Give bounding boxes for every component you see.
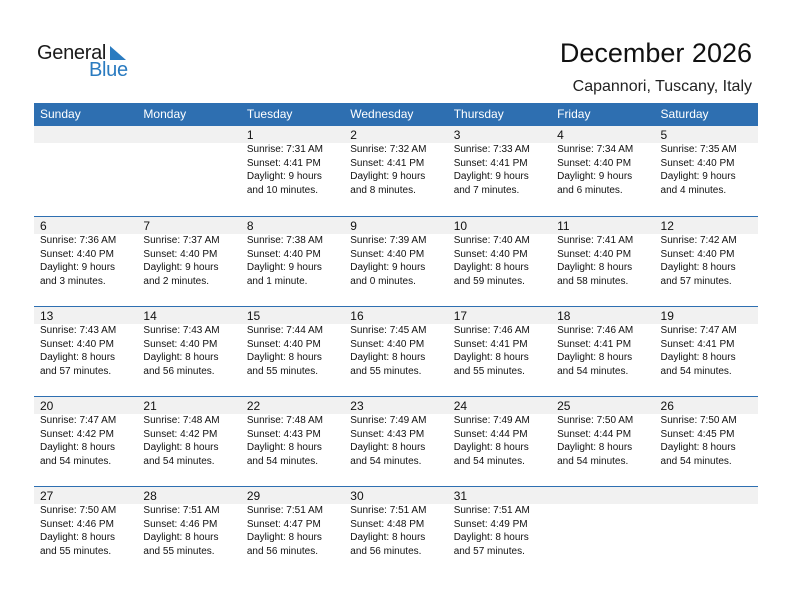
daylight-minutes-text: and 8 minutes.	[350, 184, 416, 196]
daylight-minutes-text: and 59 minutes.	[453, 275, 525, 287]
weekday-saturday: Saturday	[660, 107, 709, 121]
sunrise-text: Sunrise: 7:42 AM	[660, 235, 737, 246]
day-cell	[137, 126, 240, 197]
sunrise-text: Sunrise: 7:41 AM	[557, 235, 634, 246]
week-row	[34, 126, 758, 216]
daylight-text: Daylight: 8 hours	[246, 532, 322, 543]
sunset-text: Sunset: 4:41 PM	[557, 338, 632, 350]
day-sun-info	[350, 234, 447, 288]
day-sun-info	[40, 414, 137, 468]
sunrise-text: Sunrise: 7:50 AM	[40, 505, 117, 516]
daylight-text: Daylight: 8 hours	[143, 442, 219, 453]
logo-text-blue: Blue	[89, 59, 128, 81]
sunrise-text: Sunrise: 7:51 AM	[246, 505, 323, 516]
day-sun-info	[143, 414, 240, 468]
day-cell	[34, 126, 137, 197]
day-number: 10	[453, 219, 468, 233]
daylight-minutes-text: and 58 minutes.	[557, 275, 629, 287]
daylight-text: Daylight: 8 hours	[40, 352, 116, 363]
daylight-text: Daylight: 9 hours	[453, 171, 529, 182]
daylight-minutes-text: and 54 minutes.	[246, 455, 319, 467]
sunrise-text: Sunrise: 7:51 AM	[350, 505, 427, 516]
daylight-minutes-text: and 55 minutes.	[350, 365, 422, 377]
day-cell	[655, 217, 758, 288]
day-sun-info	[247, 414, 344, 468]
day-number: 16	[350, 309, 364, 323]
day-number: 22	[246, 399, 261, 413]
day-number: 2	[350, 128, 357, 142]
logo-triangle-icon	[110, 46, 126, 60]
sunset-text: Sunset: 4:40 PM	[453, 248, 528, 260]
page-title: December 2026	[559, 38, 752, 68]
sunrise-text: Sunrise: 7:44 AM	[246, 325, 323, 336]
day-sun-info	[454, 414, 551, 468]
day-sun-info	[557, 324, 654, 378]
daylight-minutes-text: and 55 minutes.	[246, 365, 319, 377]
sunset-text: Sunset: 4:41 PM	[453, 157, 528, 169]
daylight-text: Daylight: 9 hours	[557, 171, 633, 182]
daylight-minutes-text: and 54 minutes.	[350, 455, 422, 467]
sunrise-text: Sunrise: 7:43 AM	[40, 325, 117, 336]
sunrise-text: Sunrise: 7:35 AM	[660, 144, 737, 155]
day-number: 28	[143, 489, 157, 503]
day-number: 31	[453, 489, 468, 503]
logo-text-general: General	[37, 42, 107, 64]
sunrise-text: Sunrise: 7:48 AM	[246, 415, 323, 426]
daylight-text: Daylight: 9 hours	[246, 262, 322, 273]
day-cell	[241, 307, 344, 378]
sunrise-text: Sunrise: 7:33 AM	[453, 144, 530, 155]
day-cell	[137, 397, 240, 468]
sunrise-text: Sunrise: 7:51 AM	[143, 505, 220, 516]
day-number: 27	[40, 489, 54, 503]
day-sun-info	[661, 324, 758, 378]
daylight-minutes-text: and 7 minutes.	[453, 184, 520, 196]
sunset-text: Sunset: 4:41 PM	[660, 338, 735, 350]
sunset-text: Sunset: 4:40 PM	[40, 248, 114, 260]
day-cell	[241, 487, 344, 558]
sunset-text: Sunset: 4:48 PM	[350, 518, 425, 530]
weekday-header-row	[34, 103, 758, 126]
day-sun-info	[143, 324, 240, 378]
sunset-text: Sunset: 4:41 PM	[246, 157, 321, 169]
day-number: 7	[143, 219, 151, 233]
week-row	[34, 306, 758, 396]
sunrise-text: Sunrise: 7:46 AM	[453, 325, 530, 336]
day-cell	[448, 487, 551, 558]
sunrise-text: Sunrise: 7:39 AM	[350, 235, 427, 246]
day-sun-info	[247, 143, 344, 197]
week-row	[34, 216, 758, 306]
weekday-monday: Monday	[143, 107, 187, 121]
day-sun-info	[350, 324, 447, 378]
day-cell	[448, 307, 551, 378]
sunset-text: Sunset: 4:40 PM	[143, 248, 218, 260]
day-sun-info	[247, 324, 344, 378]
day-cell	[344, 307, 447, 378]
sunrise-text: Sunrise: 7:40 AM	[453, 235, 530, 246]
day-number: 19	[660, 309, 674, 323]
sunset-text: Sunset: 4:41 PM	[453, 338, 528, 350]
sunset-text: Sunset: 4:44 PM	[453, 428, 528, 440]
daylight-text: Daylight: 8 hours	[40, 532, 116, 543]
daylight-minutes-text: and 54 minutes.	[660, 365, 732, 377]
daylight-text: Daylight: 8 hours	[453, 532, 529, 543]
daylight-text: Daylight: 9 hours	[40, 262, 116, 273]
sunrise-text: Sunrise: 7:50 AM	[557, 415, 634, 426]
day-sun-info	[40, 324, 137, 378]
sunrise-text: Sunrise: 7:36 AM	[40, 235, 117, 246]
day-number: 24	[453, 399, 468, 413]
day-sun-info	[454, 143, 551, 197]
day-sun-info	[350, 414, 447, 468]
sunset-text: Sunset: 4:46 PM	[40, 518, 114, 530]
day-number: 25	[557, 399, 571, 413]
weekday-wednesday: Wednesday	[350, 107, 414, 121]
day-number: 30	[350, 489, 364, 503]
daylight-minutes-text: and 54 minutes.	[453, 455, 525, 467]
sunset-text: Sunset: 4:43 PM	[246, 428, 321, 440]
daylight-minutes-text: and 55 minutes.	[40, 545, 112, 557]
day-number: 29	[246, 489, 261, 503]
day-sun-info	[40, 234, 137, 288]
daylight-minutes-text: and 54 minutes.	[557, 455, 629, 467]
weekday-tuesday: Tuesday	[246, 107, 293, 121]
daylight-minutes-text: and 6 minutes.	[557, 184, 623, 196]
day-cell	[344, 217, 447, 288]
daylight-minutes-text: and 10 minutes.	[246, 184, 319, 196]
daylight-text: Daylight: 8 hours	[453, 352, 529, 363]
sunset-text: Sunset: 4:49 PM	[453, 518, 528, 530]
day-cell	[344, 487, 447, 558]
day-number: 9	[350, 219, 357, 233]
day-cell	[655, 307, 758, 378]
sunset-text: Sunset: 4:40 PM	[40, 338, 114, 350]
day-number: 26	[660, 399, 674, 413]
daylight-minutes-text: and 56 minutes.	[350, 545, 422, 557]
weekday-thursday: Thursday	[453, 107, 504, 121]
day-sun-info	[661, 414, 758, 468]
sunrise-text: Sunrise: 7:46 AM	[557, 325, 634, 336]
daylight-text: Daylight: 8 hours	[660, 352, 736, 363]
sunrise-text: Sunrise: 7:43 AM	[143, 325, 220, 336]
sunset-text: Sunset: 4:40 PM	[350, 338, 425, 350]
sunrise-text: Sunrise: 7:49 AM	[350, 415, 427, 426]
sunset-text: Sunset: 4:40 PM	[246, 338, 321, 350]
daylight-minutes-text: and 2 minutes.	[143, 275, 210, 287]
sunset-text: Sunset: 4:46 PM	[143, 518, 218, 530]
daylight-minutes-text: and 55 minutes.	[143, 545, 215, 557]
day-number: 13	[40, 309, 54, 323]
day-cell	[551, 487, 654, 558]
daylight-text: Daylight: 8 hours	[246, 442, 322, 453]
daylight-text: Daylight: 8 hours	[557, 352, 633, 363]
sunrise-text: Sunrise: 7:34 AM	[557, 144, 634, 155]
day-cell	[137, 487, 240, 558]
sunset-text: Sunset: 4:40 PM	[557, 248, 632, 260]
day-cell	[344, 397, 447, 468]
day-cell	[448, 397, 551, 468]
daylight-text: Daylight: 8 hours	[143, 352, 219, 363]
daylight-minutes-text: and 4 minutes.	[660, 184, 727, 196]
daylight-text: Daylight: 9 hours	[246, 171, 322, 182]
day-cell	[241, 397, 344, 468]
location-subtitle: Capannori, Tuscany, Italy	[572, 78, 752, 95]
daylight-minutes-text: and 56 minutes.	[246, 545, 319, 557]
day-number	[557, 487, 654, 504]
day-number: 12	[660, 219, 674, 233]
day-cell	[655, 487, 758, 558]
day-cell	[241, 126, 344, 197]
day-sun-info	[454, 504, 551, 558]
sunrise-text: Sunrise: 7:32 AM	[350, 144, 427, 155]
sunrise-text: Sunrise: 7:37 AM	[143, 235, 220, 246]
day-sun-info	[40, 504, 137, 558]
daylight-minutes-text: and 54 minutes.	[557, 365, 629, 377]
weekday-friday: Friday	[557, 107, 591, 121]
daylight-text: Daylight: 8 hours	[557, 262, 633, 273]
daylight-minutes-text: and 0 minutes.	[350, 275, 416, 287]
weekday-sunday: Sunday	[40, 107, 81, 121]
day-cell	[34, 307, 137, 378]
day-number: 11	[557, 219, 570, 233]
daylight-text: Daylight: 8 hours	[350, 532, 426, 543]
day-number: 17	[453, 309, 468, 323]
day-cell	[137, 307, 240, 378]
sunset-text: Sunset: 4:40 PM	[350, 248, 425, 260]
week-row	[34, 396, 758, 486]
day-cell	[34, 397, 137, 468]
day-cell	[655, 126, 758, 197]
day-number	[661, 487, 758, 504]
day-number: 20	[40, 399, 54, 413]
day-number: 18	[557, 309, 571, 323]
week-row	[34, 486, 758, 576]
sunrise-text: Sunrise: 7:45 AM	[350, 325, 427, 336]
day-cell	[655, 397, 758, 468]
sunrise-text: Sunrise: 7:48 AM	[143, 415, 220, 426]
sunrise-text: Sunrise: 7:38 AM	[246, 235, 323, 246]
day-cell	[241, 217, 344, 288]
sunrise-text: Sunrise: 7:47 AM	[40, 415, 117, 426]
sunrise-text: Sunrise: 7:31 AM	[246, 144, 323, 155]
daylight-text: Daylight: 8 hours	[660, 262, 736, 273]
day-sun-info	[143, 504, 240, 558]
sunset-text: Sunset: 4:42 PM	[143, 428, 218, 440]
sunrise-text: Sunrise: 7:49 AM	[453, 415, 530, 426]
daylight-text: Daylight: 8 hours	[453, 262, 529, 273]
day-sun-info	[247, 504, 344, 558]
day-sun-info	[143, 234, 240, 288]
day-sun-info	[557, 414, 654, 468]
day-number: 8	[246, 219, 254, 233]
logo	[37, 42, 137, 82]
calendar	[34, 103, 758, 576]
day-number: 21	[143, 399, 157, 413]
day-number: 14	[143, 309, 157, 323]
day-number: 5	[660, 128, 668, 142]
sunset-text: Sunset: 4:47 PM	[246, 518, 321, 530]
day-cell	[551, 307, 654, 378]
day-number: 3	[453, 128, 461, 142]
daylight-text: Daylight: 8 hours	[350, 352, 426, 363]
daylight-text: Daylight: 8 hours	[350, 442, 426, 453]
day-cell	[448, 217, 551, 288]
daylight-text: Daylight: 8 hours	[557, 442, 633, 453]
daylight-text: Daylight: 8 hours	[40, 442, 116, 453]
daylight-text: Daylight: 9 hours	[143, 262, 219, 273]
daylight-text: Daylight: 9 hours	[350, 171, 426, 182]
daylight-minutes-text: and 54 minutes.	[40, 455, 112, 467]
day-sun-info	[247, 234, 344, 288]
weeks-container	[34, 126, 758, 576]
sunset-text: Sunset: 4:41 PM	[350, 157, 425, 169]
sunset-text: Sunset: 4:40 PM	[660, 248, 735, 260]
day-cell	[344, 126, 447, 197]
sunset-text: Sunset: 4:40 PM	[246, 248, 321, 260]
sunset-text: Sunset: 4:42 PM	[40, 428, 114, 440]
sunset-text: Sunset: 4:40 PM	[660, 157, 735, 169]
daylight-minutes-text: and 3 minutes.	[40, 275, 106, 287]
daylight-text: Daylight: 8 hours	[660, 442, 736, 453]
sunset-text: Sunset: 4:44 PM	[557, 428, 632, 440]
daylight-minutes-text: and 1 minute.	[246, 275, 308, 287]
day-cell	[551, 126, 654, 197]
daylight-text: Daylight: 8 hours	[143, 532, 219, 543]
sunrise-text: Sunrise: 7:50 AM	[660, 415, 737, 426]
sunset-text: Sunset: 4:45 PM	[660, 428, 735, 440]
daylight-minutes-text: and 54 minutes.	[660, 455, 732, 467]
day-cell	[34, 217, 137, 288]
day-sun-info	[350, 143, 447, 197]
day-number: 1	[246, 128, 254, 142]
day-sun-info	[350, 504, 447, 558]
sunset-text: Sunset: 4:40 PM	[557, 157, 632, 169]
day-number: 15	[246, 309, 261, 323]
day-number	[40, 126, 137, 143]
daylight-minutes-text: and 57 minutes.	[660, 275, 732, 287]
daylight-text: Daylight: 8 hours	[246, 352, 322, 363]
day-number: 4	[557, 128, 564, 142]
sunrise-text: Sunrise: 7:51 AM	[453, 505, 530, 516]
day-number	[143, 126, 240, 143]
day-cell	[551, 397, 654, 468]
daylight-minutes-text: and 57 minutes.	[40, 365, 112, 377]
daylight-text: Daylight: 9 hours	[660, 171, 736, 182]
day-cell	[137, 217, 240, 288]
day-cell	[551, 217, 654, 288]
day-sun-info	[661, 234, 758, 288]
day-sun-info	[454, 324, 551, 378]
day-sun-info	[454, 234, 551, 288]
daylight-minutes-text: and 54 minutes.	[143, 455, 215, 467]
sunset-text: Sunset: 4:40 PM	[143, 338, 218, 350]
day-cell	[448, 126, 551, 197]
day-sun-info	[557, 143, 654, 197]
daylight-minutes-text: and 57 minutes.	[453, 545, 525, 557]
day-sun-info	[661, 143, 758, 197]
daylight-text: Daylight: 9 hours	[350, 262, 426, 273]
sunset-text: Sunset: 4:43 PM	[350, 428, 425, 440]
day-cell	[34, 487, 137, 558]
day-number: 23	[350, 399, 364, 413]
daylight-text: Daylight: 8 hours	[453, 442, 529, 453]
daylight-minutes-text: and 55 minutes.	[453, 365, 525, 377]
sunrise-text: Sunrise: 7:47 AM	[660, 325, 737, 336]
day-number: 6	[40, 219, 47, 233]
daylight-minutes-text: and 56 minutes.	[143, 365, 215, 377]
day-sun-info	[557, 234, 654, 288]
